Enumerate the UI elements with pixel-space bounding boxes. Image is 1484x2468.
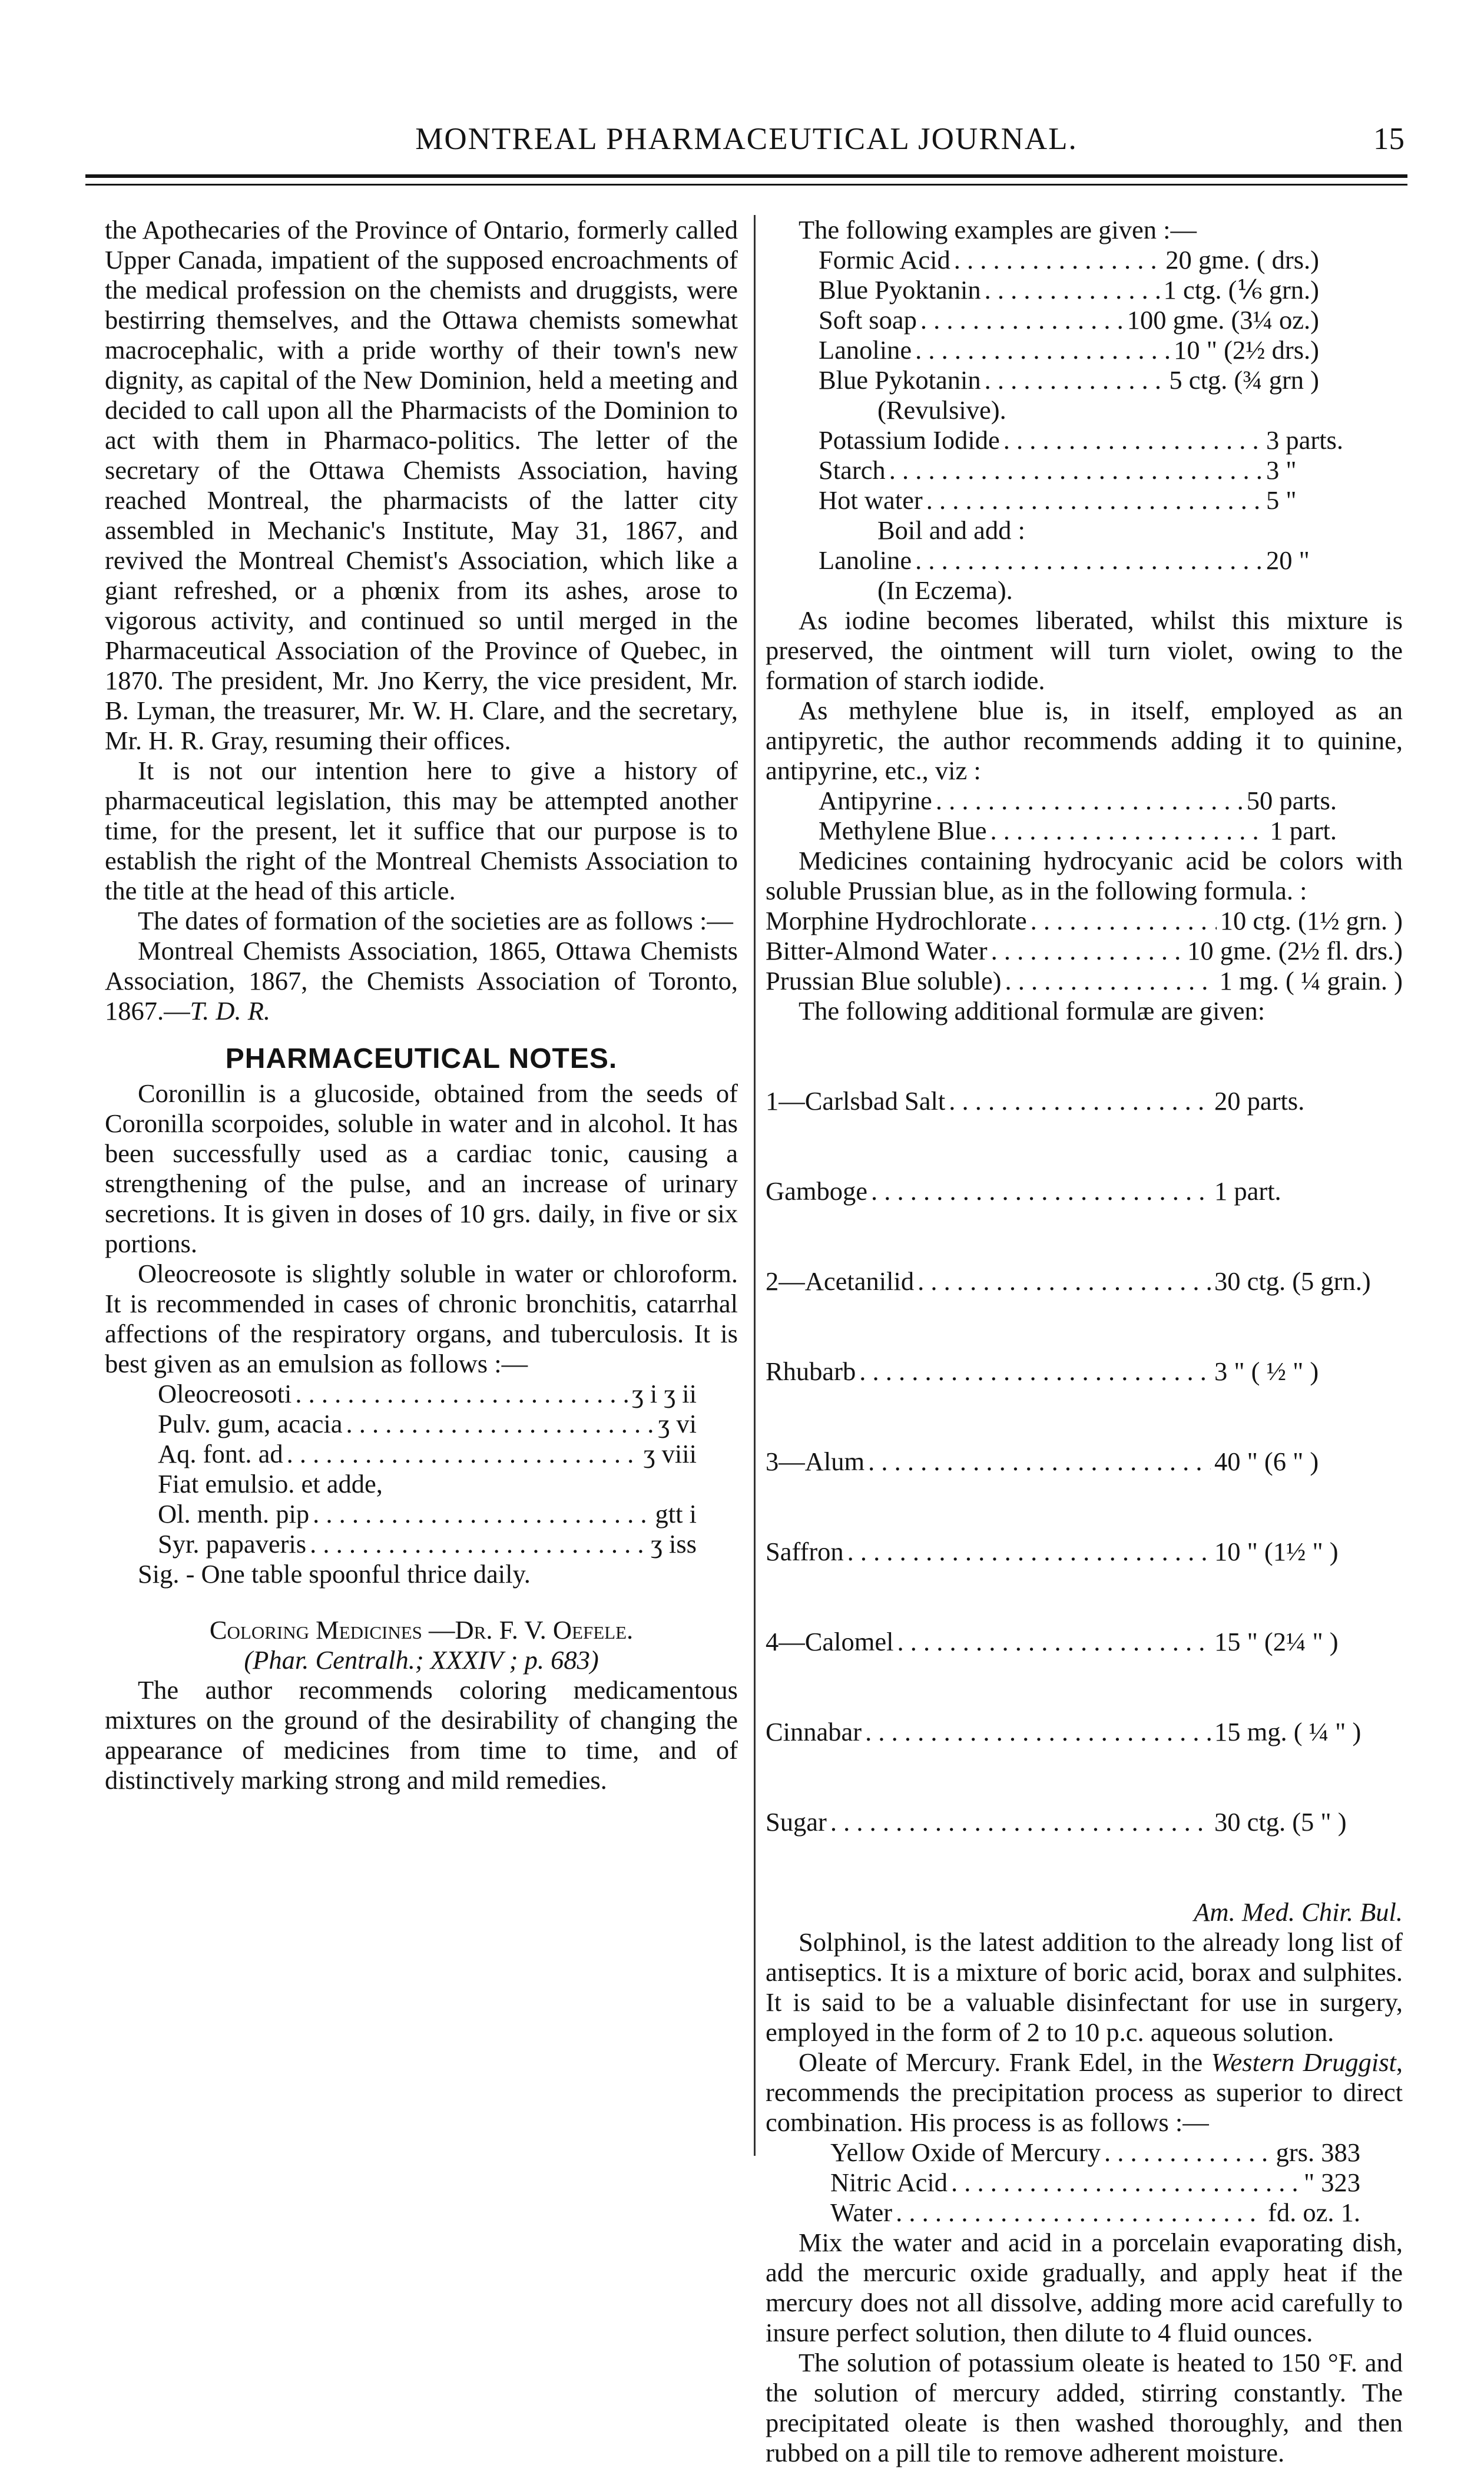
formula-line: Morphine Hydrochlorate . . . 10 ctg. (1½ grn. ) xyxy=(766,906,1403,936)
formula-line: Soft soap . . . 100 gme. (3¼ oz.) xyxy=(819,305,1319,335)
paragraph: The following examples are given :— xyxy=(799,215,1197,244)
paragraph: Medicines containing hydrocyanic acid be colors with soluble Prussian blue, as in the following formula. : xyxy=(766,846,1403,905)
formula-line: Prussian Blue soluble) . . . 1 mg. ( ¼ grain. ) xyxy=(766,966,1403,996)
formula-line: Water . . . fd. oz. 1. xyxy=(830,2198,1360,2228)
antipyrine-list xyxy=(766,786,1337,846)
paragraph: Oleocreosote is slightly soluble in water or chloroform. It is recommended in cases of chronic bronchitis, catarrhal affections of the respiratory organs, and tuberculosis. It is best given as an emulsion as follows :— xyxy=(105,1259,738,1378)
header-rule-thick xyxy=(85,174,1407,178)
formula-line: Lanoline . . . 20 " xyxy=(819,545,1360,575)
journal-title: MONTREAL PHARMACEUTICAL JOURNAL. xyxy=(415,122,1078,156)
formula-line: Gamboge . . . 1 part. xyxy=(766,1176,1403,1206)
mercury-list xyxy=(766,2138,1360,2228)
running-header xyxy=(85,115,1407,157)
formula-line: Sugar . . . 30 ctg. (5 " ) xyxy=(766,1807,1403,1837)
citation: Am. Med. Chir. Bul. xyxy=(1194,1897,1403,1927)
recipe-line: Aq. font. ad . . . ʒ viii xyxy=(158,1439,697,1469)
additional-formulae xyxy=(766,1026,1403,1897)
formula-line: Cinnabar . . . 15 mg. ( ¼ " ) xyxy=(766,1717,1403,1747)
recipe-line: Ol. menth. pip . . . gtt i xyxy=(158,1499,697,1529)
formula-note: Boil and add : xyxy=(877,515,1025,545)
ointment-list xyxy=(766,425,1360,606)
paragraph: The following additional formulæ are given: xyxy=(799,996,1266,1025)
formula-line: 3—Alum . . . 40 " (6 " ) xyxy=(766,1447,1403,1477)
paragraph: Montreal Chemists Association, 1865, Ottawa Chemists Association, 1867, the Chemists Association of Toronto, 1867.—T. D. R. xyxy=(105,936,738,1025)
paragraph: The solution of potassium oleate is heated to 150 °F. and the solution of mercury added, stirring constantly. The precipitated oleate is then washed thoroughly, and then rubbed on a pill tile to remove adherent moisture. xyxy=(766,2348,1403,2467)
formula-line: Antipyrine . . . 50 parts. xyxy=(819,786,1337,816)
paragraph: As methylene blue is, in itself, employed as an antipyretic, the author recommends adding it to quinine, antipyrine, etc., viz : xyxy=(766,696,1403,785)
examples-list xyxy=(766,245,1319,425)
recipe-block xyxy=(105,1379,738,1559)
right-column xyxy=(766,215,1403,2468)
formula-line: Blue Pykotanin . . . 5 ctg. (¾ grn ) xyxy=(819,365,1319,395)
formula-line: 1—Carlsbad Salt . . . 20 parts. xyxy=(766,1086,1403,1116)
paragraph: It is not our intention here to give a history of pharmaceutical legislation, this may be attempted another time, for the present, let it suffice that our purpose is to establish the right of the Montreal Chemists Association to the title at the head of this article. xyxy=(105,756,738,905)
recipe-line: Pulv. gum, acacia . . . ʒ vi xyxy=(158,1409,697,1439)
formula-line: Bitter-Almond Water . . . 10 gme. (2½ fl. drs.) xyxy=(766,936,1403,966)
formula-note: (Revulsive). xyxy=(877,395,1006,425)
formula-line: Methylene Blue . . . 1 part. xyxy=(819,816,1337,846)
formula-line: Nitric Acid . . . " 323 xyxy=(830,2168,1360,2198)
dosage-signa: Sig. - One table spoonful thrice daily. xyxy=(138,1559,531,1589)
left-column xyxy=(105,215,738,1795)
formula-line: Lanoline . . . 10 " (2½ drs.) xyxy=(819,335,1319,365)
paragraph: As iodine becomes liberated, whilst this mixture is preserved, the ointment will turn violet, owing to the formation of starch iodide. xyxy=(766,606,1403,695)
publication-title: Western Druggist xyxy=(1211,2047,1396,2077)
paragraph: Coronillin is a glucoside, obtained from the seeds of Coronilla scorpoides, soluble in water and in alcohol. It has been successfully used as a cardiac tonic, causing a strengthening of the pulse, and an increase of urinary secretions. It is given in doses of 10 grs. daily, in five or six portions. xyxy=(105,1078,738,1258)
author-signature: T. D. R. xyxy=(190,996,271,1025)
recipe-line: Syr. papaveris . . . ʒ iss xyxy=(158,1529,697,1559)
formula-line: Blue Pyoktanin . . . 1 ctg. (⅙ grn.) xyxy=(819,275,1319,305)
formula-line: Yellow Oxide of Mercury . . . grs. 383 xyxy=(830,2138,1360,2168)
formula-line: 4—Calomel . . . 15 " (2¼ " ) xyxy=(766,1627,1403,1657)
subsection-title: Coloring Medicines —Dr. F. V. Oefele. xyxy=(209,1615,634,1645)
column-divider xyxy=(754,215,756,2156)
recipe-line: Oleocreosoti . . . ʒ i ʒ ii xyxy=(158,1379,697,1409)
paragraph: the Apothecaries of the Province of Ontario, formerly called Upper Canada, impatient of the supposed encroachments of the medical profession on the chemists and druggists, were bestirring themselves, and the Ottawa chemists somewhat macrocephalic, with a pride worthy of their town's new dignity, as capital of the New Dominion, held a meeting and decided to call upon all the Pharmacists of the Dominion to act with them in Pharmaco-politics. The letter of the secretary of the Ottawa Chemists Association, having reached Montreal, the pharmacists of the latter city assembled in Mechanic's Institute, May 31, 1867, and revived the Montreal Chemist's Association, which like a giant refreshed, or a phœnix from its ashes, arose to vigorous activity, and continued so until merged in the Pharmaceutical Association of the Province of Quebec, in 1870. The president, Mr. Jno Kerry, the vice president, Mr. B. Lyman, the treasurer, Mr. W. H. Clare, and the secretary, Mr. H. R. Gray, resuming their offices. xyxy=(105,215,738,755)
paragraph: Mix the water and acid in a porcelain evaporating dish, add the mercuric oxide gradually, and apply heat if the mercury does not all dissolve, adding more acid carefully to insure perfect solution, then dilute to 4 fluid ounces. xyxy=(766,2228,1403,2347)
formula-line: Rhubarb . . . 3 " ( ½ " ) xyxy=(766,1357,1403,1387)
formula-line: Hot water . . . 5 " xyxy=(819,485,1360,515)
recipe-instruction: Fiat emulsio. et adde, xyxy=(158,1469,383,1498)
page-number: 15 xyxy=(1373,122,1404,156)
paragraph: The dates of formation of the societies are as follows :— xyxy=(138,906,733,935)
formula-line: Formic Acid . . . 20 gme. ( drs.) xyxy=(819,245,1319,275)
hydrocyanic-list xyxy=(766,906,1403,996)
formula-line: Starch . . . 3 " xyxy=(819,455,1360,485)
section-title: PHARMACEUTICAL NOTES. xyxy=(225,1043,618,1074)
paragraph: Solphinol, is the latest addition to the already long list of antiseptics. It is a mixture of boric acid, borax and sulphites. It is said to be a valuable disinfectant for use in surgery, employed in the form of 2 to 10 p.c. aqueous solution. xyxy=(766,1927,1403,2047)
paragraph: Oleate of Mercury. Frank Edel, in the Western Druggist, recommends the precipitation process as superior to direct combination. His process is as follows :— xyxy=(766,2047,1403,2137)
formula-note: (In Eczema). xyxy=(877,575,1013,605)
paragraph: The author recommends coloring medicamentous mixtures on the ground of the desirability of changing the appearance of medicines from time to time, and of distinctively marking strong and mild remedies. xyxy=(105,1675,738,1795)
formula-line: Saffron . . . 10 " (1½ " ) xyxy=(766,1537,1403,1567)
formula-line: 2—Acetanilid . . . 30 ctg. (5 grn.) xyxy=(766,1266,1403,1296)
subsection-source: (Phar. Centralh.; XXXIV ; p. 683) xyxy=(244,1645,599,1675)
formula-line: Potassium Iodide . . . 3 parts. xyxy=(819,425,1360,455)
header-rule-thin xyxy=(85,184,1407,186)
